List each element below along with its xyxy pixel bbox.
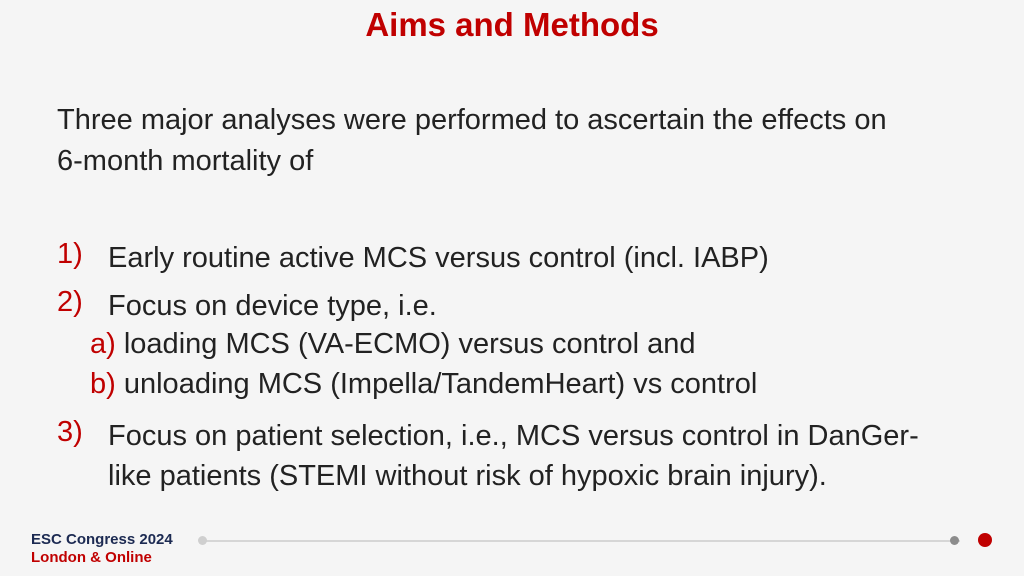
logo-online: Online <box>105 549 152 566</box>
list-text-line-2: like patients (STEMI without risk of hypoxic brain injury). <box>108 460 827 492</box>
list-text: Early routine active MCS versus control (incl. IABP) <box>108 242 769 274</box>
list-text: Focus on device type, i.e. <box>108 290 437 322</box>
sub-letter: b) <box>90 368 116 400</box>
slide-title: Aims and Methods <box>365 6 659 43</box>
logo-ampersand: & <box>90 549 101 566</box>
footer-dot-red <box>978 533 992 547</box>
esc-congress-logo <box>31 531 173 567</box>
sub-item-b <box>90 368 970 401</box>
list-number: 3) <box>57 416 83 448</box>
list-number: 1) <box>57 238 83 270</box>
footer-dot-left <box>198 536 207 545</box>
logo-line-1: ESC Congress 2024 <box>31 531 173 548</box>
footer-divider <box>205 540 960 542</box>
sub-text: unloading MCS (Impella/TandemHeart) vs control <box>123 368 758 400</box>
list-text-line-1: Focus on patient selection, i.e., MCS versus control in DanGer- <box>108 420 919 452</box>
intro-paragraph <box>57 100 997 182</box>
intro-line-2: 6-month mortality of <box>57 145 314 177</box>
sub-letter: a) <box>90 328 116 360</box>
sub-item-a <box>90 328 970 361</box>
logo-london: London <box>31 549 86 566</box>
footer-dot-grey <box>950 536 959 545</box>
logo-line-2 <box>31 549 173 567</box>
intro-line-1: Three major analyses were performed to ascertain the effects on <box>57 104 887 136</box>
list-text <box>108 416 988 496</box>
list-number: 2) <box>57 286 83 318</box>
sub-text: loading MCS (VA-ECMO) versus control and <box>123 328 696 360</box>
